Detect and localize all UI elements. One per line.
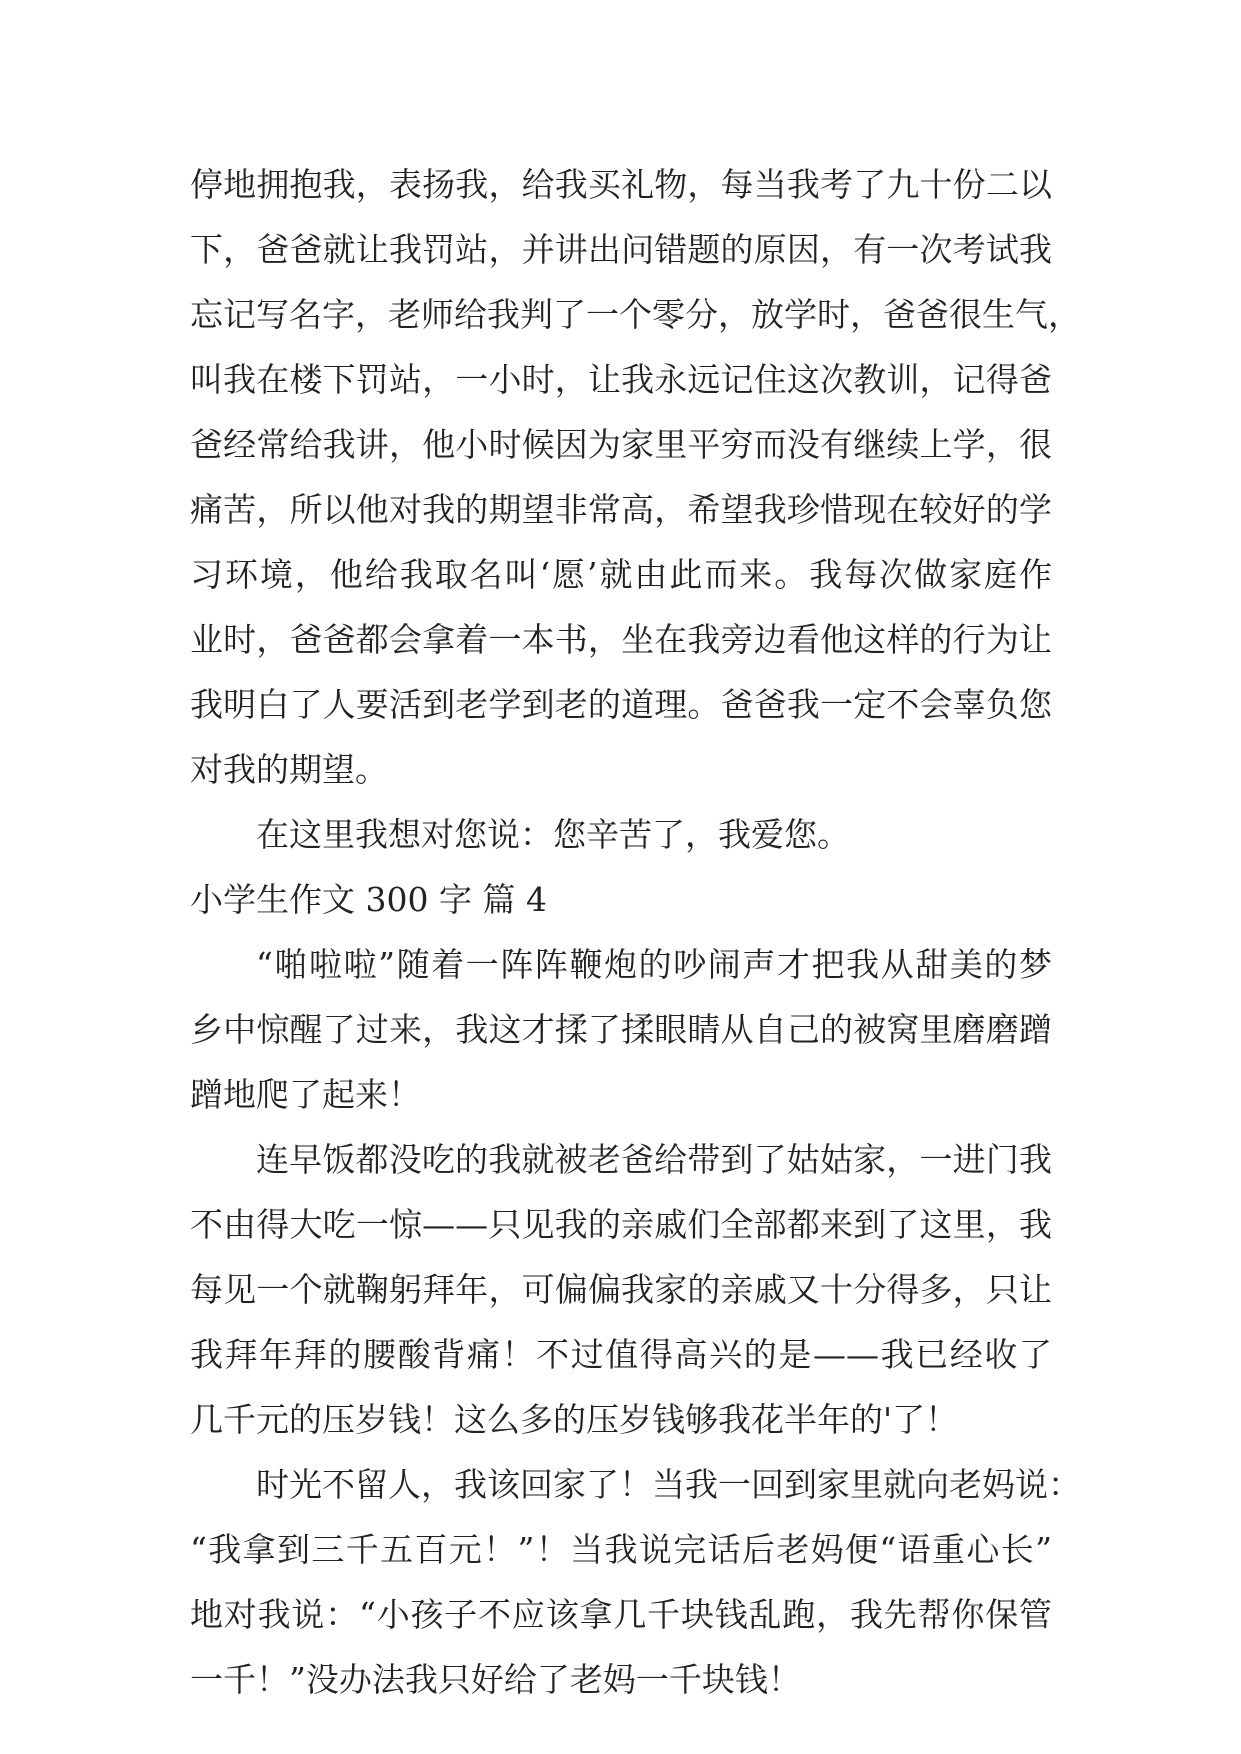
text-line: 爸经常给我讲，他小时候因为家里平穷而没有继续上学，很	[190, 425, 1052, 464]
text-line: 在这里我想对您说：您辛苦了，我爱您。	[256, 815, 850, 854]
text-line: 几千元的压岁钱！这么多的压岁钱够我花半年的'了！	[190, 1400, 959, 1439]
text-line: 地对我说：“小孩子不应该拿几千块钱乱跑，我先帮你保管	[190, 1595, 1052, 1634]
text-line: 对我的期望。	[190, 750, 388, 789]
paragraph	[190, 1127, 1052, 1452]
text-line: 蹭地爬了起来！	[190, 1075, 421, 1114]
text-line: 每见一个就鞠躬拜年，可偏偏我家的亲戚又十分得多，只让	[190, 1270, 1052, 1309]
paragraph	[190, 1452, 1081, 1712]
text-line: 我明白了人要活到老学到老的道理。爸爸我一定不会辜负您	[190, 685, 1052, 724]
paragraph	[190, 802, 1052, 867]
text-line: “啪啦啦”随着一阵阵鞭炮的吵闹声才把我从甜美的梦	[256, 945, 1052, 984]
paragraph	[190, 152, 1081, 802]
text-line: 我拜年拜的腰酸背痛！不过值得高兴的是——我已经收了	[190, 1335, 1052, 1374]
text-line: 业时，爸爸都会拿着一本书，坐在我旁边看他这样的行为让	[190, 620, 1052, 659]
text-line: 忘记写名字，老师给我判了一个零分，放学时，爸爸很生气，	[190, 295, 1081, 334]
text-line: 乡中惊醒了过来，我这才揉了揉眼睛从自己的被窝里磨磨蹭	[190, 1010, 1052, 1049]
text-line: 叫我在楼下罚站，一小时，让我永远记住这次教训，记得爸	[190, 360, 1052, 399]
text-line: “我拿到三千五百元！”！当我说完话后老妈便“语重心长”	[190, 1530, 1052, 1569]
text-line: 不由得大吃一惊——只见我的亲戚们全部都来到了这里，我	[190, 1205, 1052, 1244]
text-line: 痛苦，所以他对我的期望非常高，希望我珍惜现在较好的学	[190, 490, 1052, 529]
text-line: 停地拥抱我，表扬我，给我买礼物，每当我考了九十份二以	[190, 165, 1052, 204]
text-line: 连早饭都没吃的我就被老爸给带到了姑姑家，一进门我	[256, 1140, 1052, 1179]
document-page	[190, 152, 1081, 1712]
text-line: 一千！”没办法我只好给了老妈一千块钱！	[190, 1660, 801, 1699]
text-line: 时光不留人，我该回家了！当我一回到家里就向老妈说：	[256, 1465, 1081, 1504]
text-line: 习环境，他给我取名叫‘愿’就由此而来。我每次做家庭作	[190, 555, 1052, 594]
paragraph	[190, 932, 1052, 1127]
section-heading: 小学生作文 300 字 篇 4	[190, 880, 547, 919]
text-line: 下，爸爸就让我罚站，并讲出问错题的原因，有一次考试我	[190, 230, 1052, 269]
